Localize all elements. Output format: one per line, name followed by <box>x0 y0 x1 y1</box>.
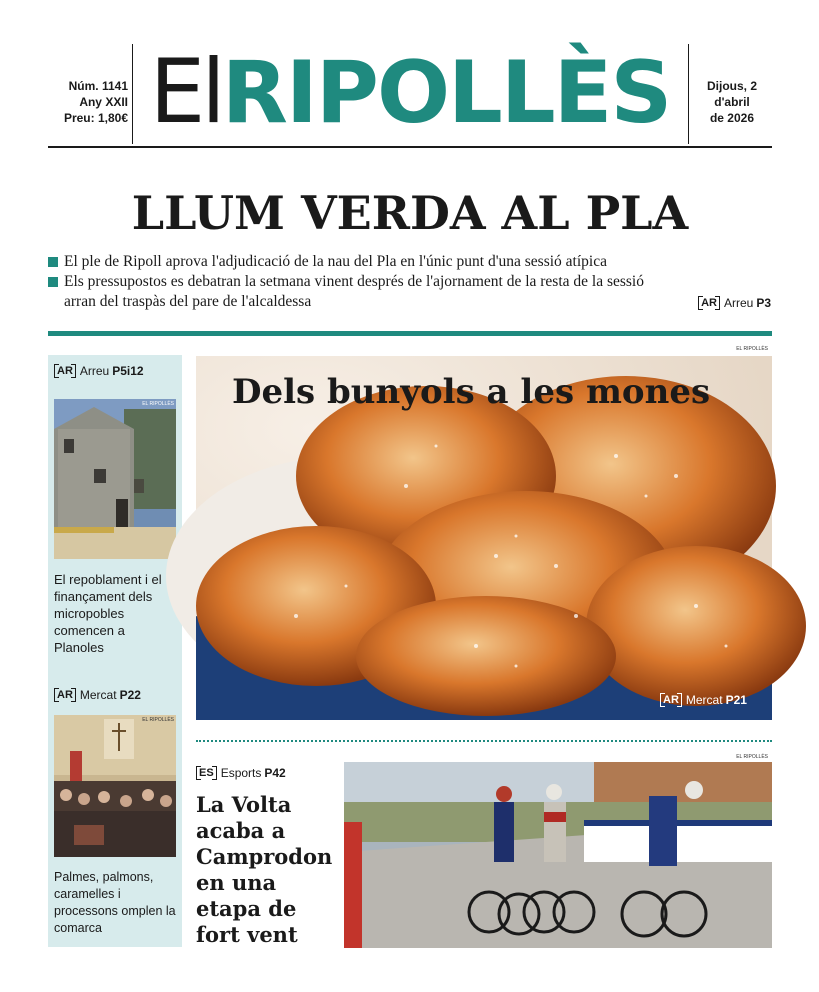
cycling-photo[interactable] <box>344 754 772 948</box>
sports-section-tag[interactable] <box>196 763 286 781</box>
section-page: P22 <box>119 688 141 702</box>
photo-headline[interactable]: Dels bunyols a les mones <box>232 372 711 412</box>
sports-headline[interactable]: La Volta acaba a Camprodon en una etapa de fort vent <box>196 792 333 947</box>
section-name: Mercat <box>79 688 117 702</box>
photo-credit: EL RIPOLLÈS <box>736 754 768 760</box>
date-line-2: d'abril <box>714 95 750 109</box>
newspaper-logo <box>140 40 680 143</box>
lead-section-tag[interactable] <box>698 293 771 311</box>
bullet-item <box>48 252 668 272</box>
section-page: P42 <box>264 766 286 780</box>
section-page: P5i12 <box>112 364 144 378</box>
issue-info <box>48 78 128 126</box>
issue-price: Preu: 1,80€ <box>63 111 128 125</box>
section-code: AR <box>660 693 682 707</box>
section-code: AR <box>698 296 720 310</box>
section-code: AR <box>54 688 76 702</box>
section-code: ES <box>196 766 217 780</box>
sidebar-story-2[interactable]: Palmes, palmons, caramelles i processons omplen la comarca <box>54 870 176 935</box>
bullet-item <box>48 272 668 312</box>
photo-credit: EL RIPOLLÈS <box>142 401 174 407</box>
issue-date <box>692 78 772 126</box>
photo-credit: EL RIPOLLÈS <box>736 346 768 352</box>
date-line-1: Dijous, 2 <box>706 79 757 93</box>
sidebar-tag-arreu[interactable] <box>54 361 144 379</box>
masthead <box>48 40 772 148</box>
bullet-square-icon <box>48 257 58 267</box>
church-procession-photo[interactable] <box>54 715 176 857</box>
section-page: P21 <box>725 693 747 707</box>
issue-number: Núm. 1141 <box>68 79 128 93</box>
logo-el: El <box>149 40 222 143</box>
sidebar-story-1[interactable]: El repoblament i el finançament dels micropobles comencen a Planoles <box>54 572 162 655</box>
section-name: Esports <box>220 766 262 780</box>
sidebar <box>48 355 182 947</box>
village-house-photo[interactable] <box>54 399 176 559</box>
section-code: AR <box>54 364 76 378</box>
section-name: Mercat <box>685 693 723 707</box>
main-headline[interactable]: LLUM VERDA AL PLA <box>131 186 689 240</box>
section-page: P3 <box>756 296 771 310</box>
date-line-3: de 2026 <box>709 111 755 125</box>
section-divider <box>48 331 772 336</box>
logo-ripolles: RIPOLLÈS <box>221 43 671 143</box>
issue-year: Any XXII <box>79 95 128 109</box>
bullet-text: Els pressupostos es debatran la setmana vinent després de l'ajornament de la resta de la sessió arran del traspàs del pare de l'alcaldessa <box>64 273 644 310</box>
dotted-divider <box>196 740 772 742</box>
section-name: Arreu <box>79 364 110 378</box>
masthead-divider-right <box>688 44 689 144</box>
photo-credit: EL RIPOLLÈS <box>142 717 174 723</box>
section-name: Arreu <box>723 296 754 310</box>
bullet-square-icon <box>48 277 58 287</box>
bullet-text: El ple de Ripoll aprova l'adjudicació de la nau del Pla en l'únic punt d'una sessió atípica <box>64 253 607 270</box>
headline-bullets <box>48 252 668 312</box>
photo-section-tag[interactable] <box>660 690 747 708</box>
sidebar-tag-mercat[interactable] <box>54 685 141 703</box>
masthead-divider-left <box>132 44 133 144</box>
